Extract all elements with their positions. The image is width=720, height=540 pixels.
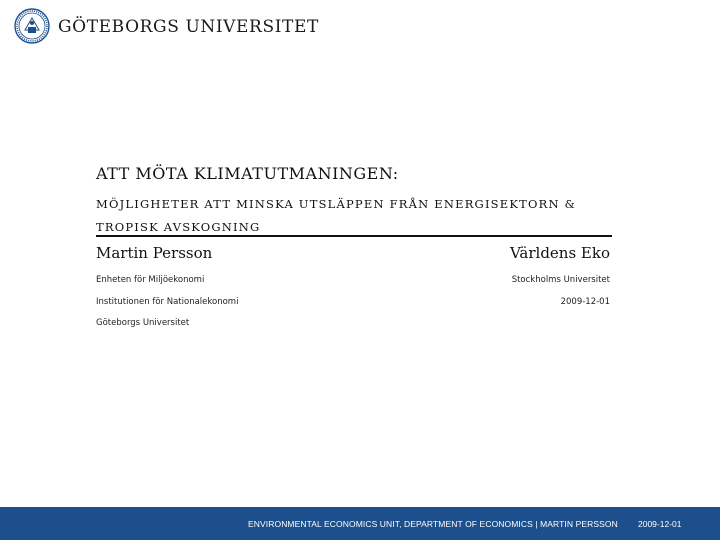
slide-subtitle: MÖJLIGHETER ATT MINSKA UTSLÄPPEN FRÅN ENERGISEKTORN & TROPISK AVSKOGNING	[96, 197, 577, 234]
slide-title: ATT MÖTA KLIMATUTMANINGEN:	[96, 164, 399, 183]
venue-date: 2009-12-01	[560, 297, 610, 307]
university-seal-icon	[14, 8, 50, 44]
university-name: GÖTEBORGS UNIVERSITET	[58, 17, 319, 37]
author-name: Martin Persson	[96, 244, 213, 262]
affiliation-university: Göteborgs Universitet	[96, 318, 190, 328]
venue-name: Världens Eko	[509, 244, 610, 262]
footer-bar	[0, 507, 720, 540]
affiliation-department: Institutionen för Nationalekonomi	[96, 297, 239, 307]
affiliation-unit: Enheten för Miljöekonomi	[96, 275, 205, 285]
header	[0, 0, 720, 55]
footer-text: ENVIRONMENTAL ECONOMICS UNIT, DEPARTMENT OF ECONOMICS | MARTIN PERSSON	[248, 519, 618, 529]
footer-date: 2009-12-01	[638, 519, 682, 529]
title-divider	[96, 235, 612, 237]
venue-location: Stockholms Universitet	[511, 275, 610, 285]
